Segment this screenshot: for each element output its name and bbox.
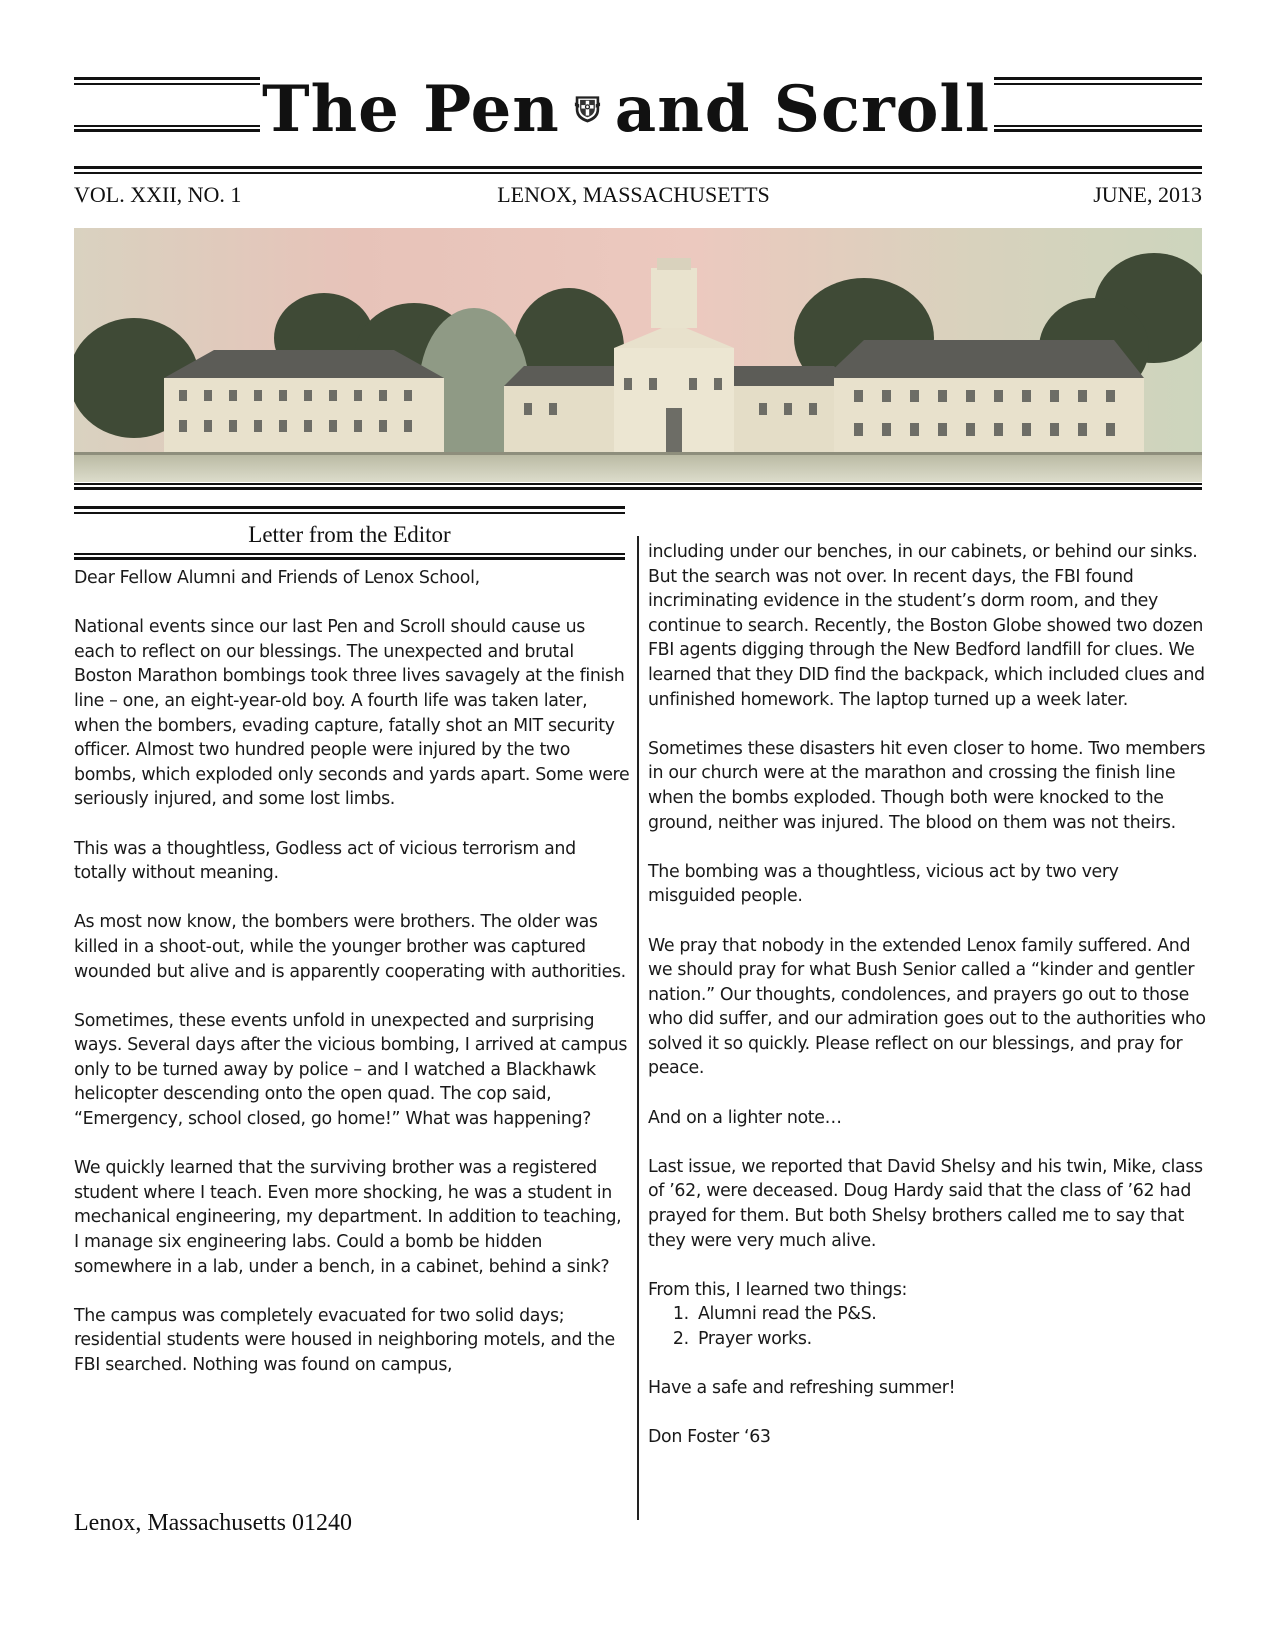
article-paragraph: Sometimes, these events unfold in unexpected and surprising ways. Several days after the vicious bombing, I arrived at campus only to be turned away by police – and I watched a Blackhawk helicopter descending onto the open quad. The cop said, “Emergency, school closed, go home!” What was happening? [74,1010,628,1130]
column-divider [637,536,639,1520]
article-paragraph: As most now know, the bombers were brothers. The older was killed in a shoot-out, while the younger brother was captured wounded but alive and is apparently cooperating with authorities. [74,912,626,982]
article-column-left [74,566,630,1402]
article-paragraph: The bombing was a thoughtless, vicious act by two very misguided people. [648,861,1119,907]
newsletter-title [262,64,990,154]
article-paragraph: And on a lighter note… [648,1107,842,1128]
masthead-bottom-rule [74,166,1202,176]
article-paragraph: The campus was completely evacuated for two solid days; residential students were housed in neighboring motels, and the FBI searched. Nothing was found on campus, [74,1305,615,1375]
editor-signature: Don Foster ‘63 [648,1427,771,1448]
article-paragraph: including under our benches, in our cabinets, or behind our sinks. But the search was not over. In recent days, the FBI found incriminating evidence in the student’s dorm room, and they continue to search. Recently, the Boston Globe showed two dozen FBI agents digging through the New Bedford landfill for clues. We learned that they DID find the backpack, which included clues and unfinished homework. The laptop turned up a week later. [648,542,1205,710]
campus-illustration [74,228,1202,482]
article-salutation: Dear Fellow Alumni and Friends of Lenox School, [74,568,480,588]
issue-date: JUNE, 2013 [1093,182,1202,207]
heading-top-rule [74,506,625,516]
list-item: 1. Alumni read the P&S. [694,1302,1208,1327]
article-closing: Have a safe and refreshing summer! [648,1378,956,1399]
title-left: The Pen [262,71,560,147]
footer-address: Lenox, Massachusetts 01240 [74,1510,352,1536]
dateline-location: LENOX, MASSACHUSETTS [497,182,770,207]
school-crest-icon [574,76,601,142]
article-paragraph: This was a thoughtless, Godless act of vicious terrorism and totally without meaning. [74,838,576,884]
heading-bottom-rule [74,553,625,563]
article-paragraph: We pray that nobody in the extended Lenox family suffered. And we should pray for what Bush Senior called a “kinder and gentler nation.” Our thoughts, condolences, and prayers go out to those who did suffer, and our admiration goes out to the authorities who solved it so quickly. Please reflect on our blessings, and pray for peace. [648,935,1206,1079]
volume-number: VOL. XXII, NO. 1 [74,182,242,207]
article-column-right [648,540,1208,1450]
article-paragraph: National events since our last Pen and Scroll should cause us each to reflect on our blessings. The unexpected and brutal Boston Marathon bombings took three lives savagely at the finish line – one, an eight-year-old boy. A fourth life was taken later, when the bombers, evading capture, fatally shot an MIT security officer. Almost two hundred people were injured by the two bombs, which exploded only seconds and yards apart. Some were seriously injured, and some lost limbs. [74,617,630,810]
article-paragraph: Last issue, we reported that David Shelsy and his twin, Mike, class of ’62, were deceased. Doug Hardy said that the class of ’62 had prayed for them. But both Shelsy brothers called me to say that they were very much alive. [648,1156,1203,1251]
lessons-list [648,1302,1208,1351]
masthead-rule-right [994,77,1202,135]
article-paragraph: Sometimes these disasters hit even closer to home. Two members in our church were at the marathon and crossing the finish line when the bombs exploded. Though both were knocked to the ground, neither was injured. The blood on them was not theirs. [648,738,1206,833]
masthead-rule-left [74,77,260,135]
article-paragraph: We quickly learned that the surviving brother was a registered student where I teach. Even more shocking, he was a student in mechanical engineering, my department. In addition to teaching, I manage six engineering labs. Could a bomb be hidden somewhere in a lab, under a bench, in a cabinet, behind a sink? [74,1158,622,1277]
title-right: and Scroll [614,71,990,147]
list-item: 2. Prayer works. [694,1327,1208,1352]
article-paragraph: From this, I learned two things: [648,1279,908,1300]
image-bottom-rule [74,483,1202,493]
article-heading: Letter from the Editor [248,522,451,547]
